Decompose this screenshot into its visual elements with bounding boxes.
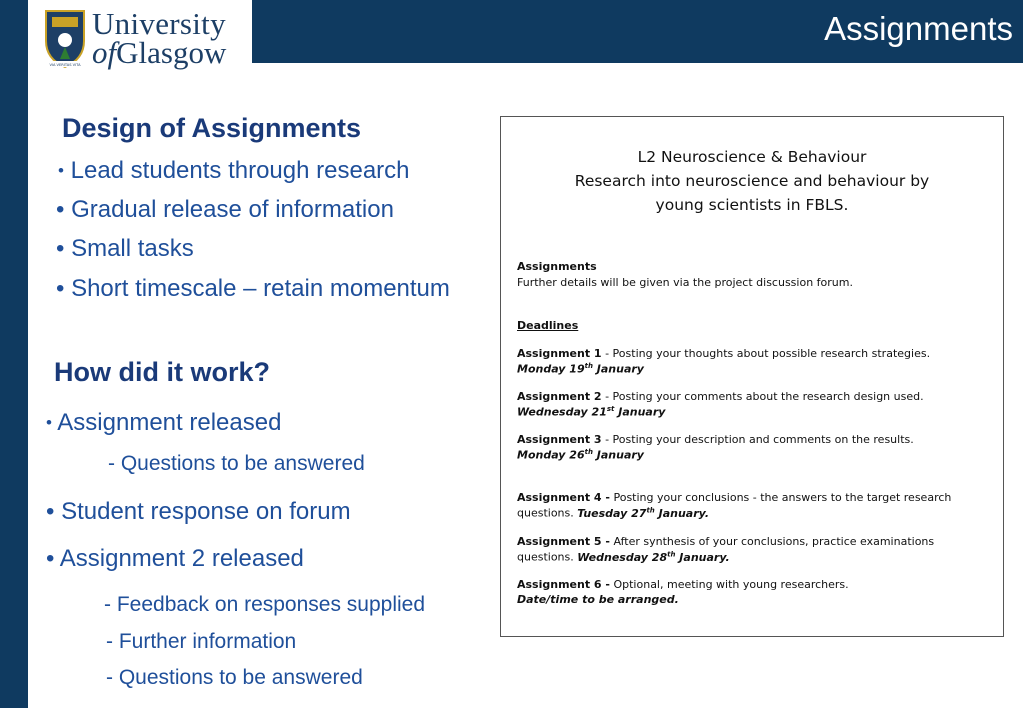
design-bullet: • Gradual release of information	[56, 196, 394, 223]
logo-text-university: University	[92, 6, 226, 41]
doc-item: Assignment 5 - After synthesis of your conclusions, practice examinations	[517, 535, 935, 548]
assignment-document	[500, 116, 1004, 637]
header-bar	[252, 0, 1023, 63]
design-bullet: • Short timescale – retain momentum	[56, 275, 450, 302]
doc-item-date: questions. Wednesday 28th January.	[517, 550, 730, 564]
work-bullet: • Assignment released	[46, 409, 282, 436]
work-bullet: • Student response on forum	[46, 498, 351, 525]
slide-title: Assignments	[824, 10, 1013, 47]
design-bullet: • Lead students through research	[58, 157, 410, 184]
doc-item-date: questions. Tuesday 27th January.	[517, 506, 709, 520]
doc-item: Assignment 2 - Posting your comments about the research design used.	[517, 390, 924, 403]
work-sub-item: - Questions to be answered	[108, 452, 365, 475]
doc-item-date: Wednesday 21st January	[517, 405, 666, 419]
left-sidebar-bar	[0, 0, 28, 708]
logo-text-glasgow: ofGlasgow	[92, 35, 227, 70]
doc-assignments-heading: Assignments	[517, 260, 597, 273]
how-heading: How did it work?	[54, 357, 270, 387]
work-bullet: • Assignment 2 released	[46, 545, 304, 572]
doc-deadlines-heading: Deadlines	[517, 319, 579, 332]
crest-icon	[44, 9, 86, 69]
doc-item: Assignment 6 - Optional, meeting with young researchers.	[517, 578, 849, 591]
doc-item-date: Date/time to be arranged.	[517, 593, 679, 606]
doc-item-date: Monday 19th January	[517, 362, 644, 376]
doc-item-date: Monday 26th January	[517, 448, 644, 462]
work-sub-item: - Further information	[106, 630, 297, 653]
doc-title: L2 Neuroscience & Behaviour Research into neuroscience and behaviour by young scientists in FBLS.	[574, 148, 930, 214]
university-logo	[28, 0, 252, 74]
motto: VIA VERITAS VITA	[49, 63, 81, 67]
doc-item: Assignment 4 - Posting your conclusions - the answers to the target research	[517, 491, 952, 504]
doc-item: Assignment 3 - Posting your description and comments on the results.	[517, 433, 914, 446]
design-bullet: • Small tasks	[56, 235, 194, 262]
design-heading: Design of Assignments	[62, 113, 362, 143]
work-sub-item: - Feedback on responses supplied	[104, 593, 426, 616]
work-sub-item: - Questions to be answered	[106, 666, 363, 689]
doc-item: Assignment 1 - Posting your thoughts about possible research strategies.	[517, 347, 931, 360]
doc-assignments-note: Further details will be given via the project discussion forum.	[517, 276, 853, 289]
